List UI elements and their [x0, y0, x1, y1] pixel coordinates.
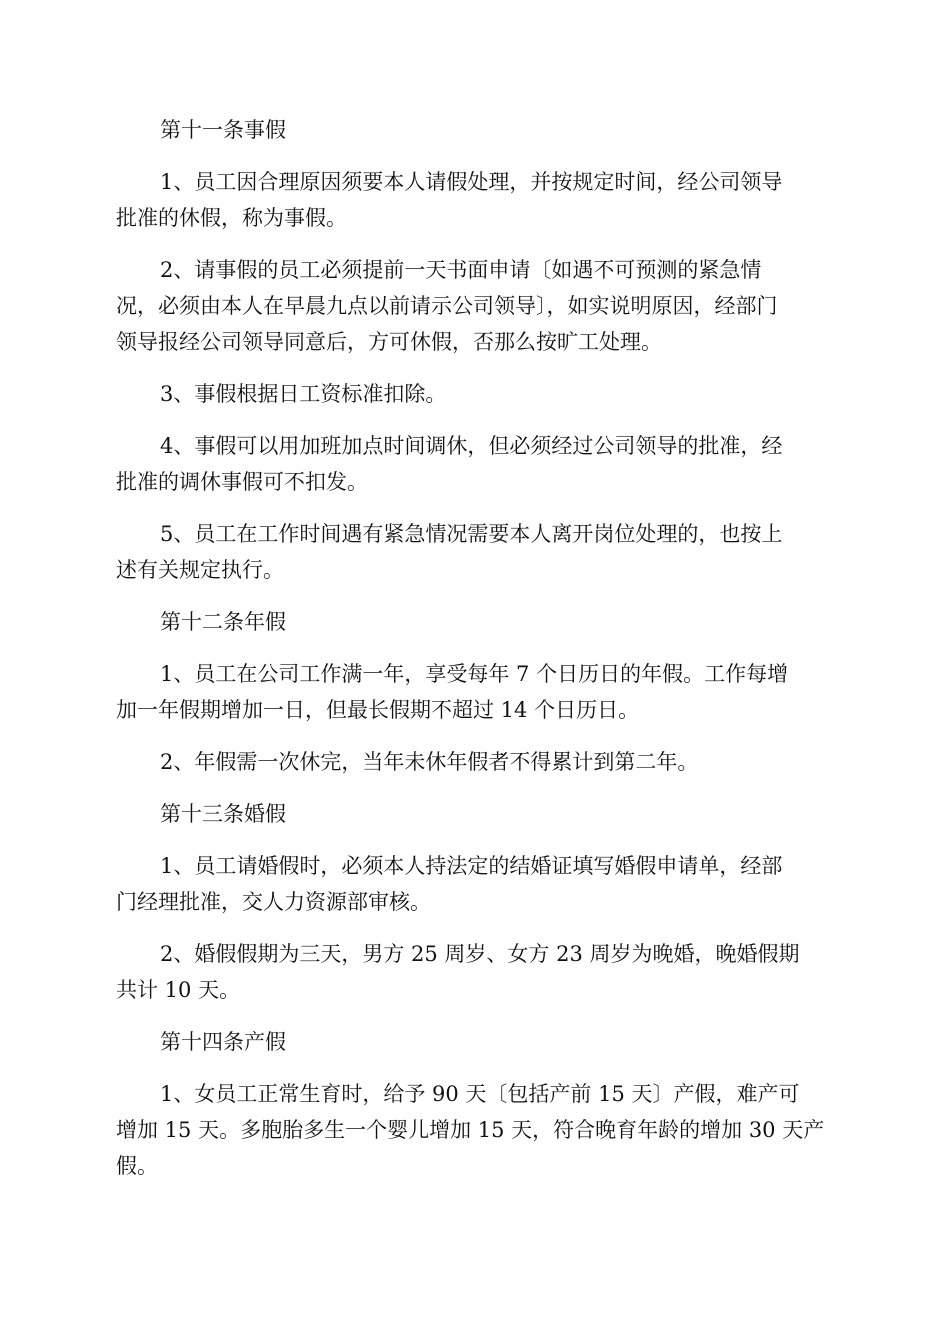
paragraph-line: 3、事假根据日工资标准扣除。: [160, 382, 447, 406]
paragraph: [116, 516, 836, 588]
section-heading: 第十一条事假: [160, 118, 286, 142]
paragraph-line: 述有关规定执行。: [116, 558, 284, 582]
paragraph-line: 批准的调休事假可不扣发。: [116, 470, 368, 494]
paragraph: [116, 376, 836, 412]
paragraph: [116, 744, 836, 780]
paragraph: [116, 936, 836, 1008]
paragraph-line: 1、员工因合理原因须要本人请假处理，并按规定时间，经公司领导: [160, 170, 783, 194]
paragraph-line: 领导报经公司领导同意后，方可休假，否那么按旷工处理。: [116, 330, 662, 354]
paragraph-line: 4、事假可以用加班加点时间调休，但必须经过公司领导的批准，经: [160, 434, 783, 458]
paragraph-line: 1、员工在公司工作满一年，享受每年 7 个日历日的年假。工作每增: [160, 662, 789, 686]
section-heading: 第十三条婚假: [160, 802, 286, 826]
paragraph-line: 假。: [116, 1154, 158, 1178]
paragraph-line: 1、员工请婚假时，必须本人持法定的结婚证填写婚假申请单，经部: [160, 854, 783, 878]
paragraph-line: 2、婚假假期为三天，男方 25 周岁、女方 23 周岁为晚婚，晚婚假期: [160, 942, 800, 966]
paragraph: [116, 252, 836, 360]
document-body: [116, 112, 836, 1200]
paragraph: [116, 848, 836, 920]
paragraph-line: 5、员工在工作时间遇有紧急情况需要本人离开岗位处理的，也按上: [160, 522, 783, 546]
section-heading: 第十四条产假: [160, 1030, 286, 1054]
paragraph-line: 2、请事假的员工必须提前一天书面申请〔如遇不可预测的紧急情: [160, 258, 762, 282]
paragraph-line: 共计 10 天。: [116, 978, 241, 1002]
paragraph: [116, 428, 836, 500]
paragraph: [116, 656, 836, 728]
paragraph-line: 门经理批准，交人力资源部审核。: [116, 890, 431, 914]
paragraph-line: 加一年假期增加一日，但最长假期不超过 14 个日历日。: [116, 698, 640, 722]
paragraph: [116, 164, 836, 236]
paragraph-line: 况，必须由本人在早晨九点以前请示公司领导〕，如实说明原因，经部门: [116, 294, 778, 318]
paragraph-line: 批准的休假，称为事假。: [116, 206, 347, 230]
paragraph-line: 2、年假需一次休完，当年未休年假者不得累计到第二年。: [160, 750, 699, 774]
paragraph-line: 增加 15 天。多胞胎多生一个婴儿增加 15 天，符合晚育年龄的增加 30 天产: [116, 1118, 825, 1142]
paragraph: [116, 1076, 836, 1184]
paragraph-line: 1、女员工正常生育时，给予 90 天〔包括产前 15 天〕产假，难产可: [160, 1082, 800, 1106]
section-heading: 第十二条年假: [160, 610, 286, 634]
